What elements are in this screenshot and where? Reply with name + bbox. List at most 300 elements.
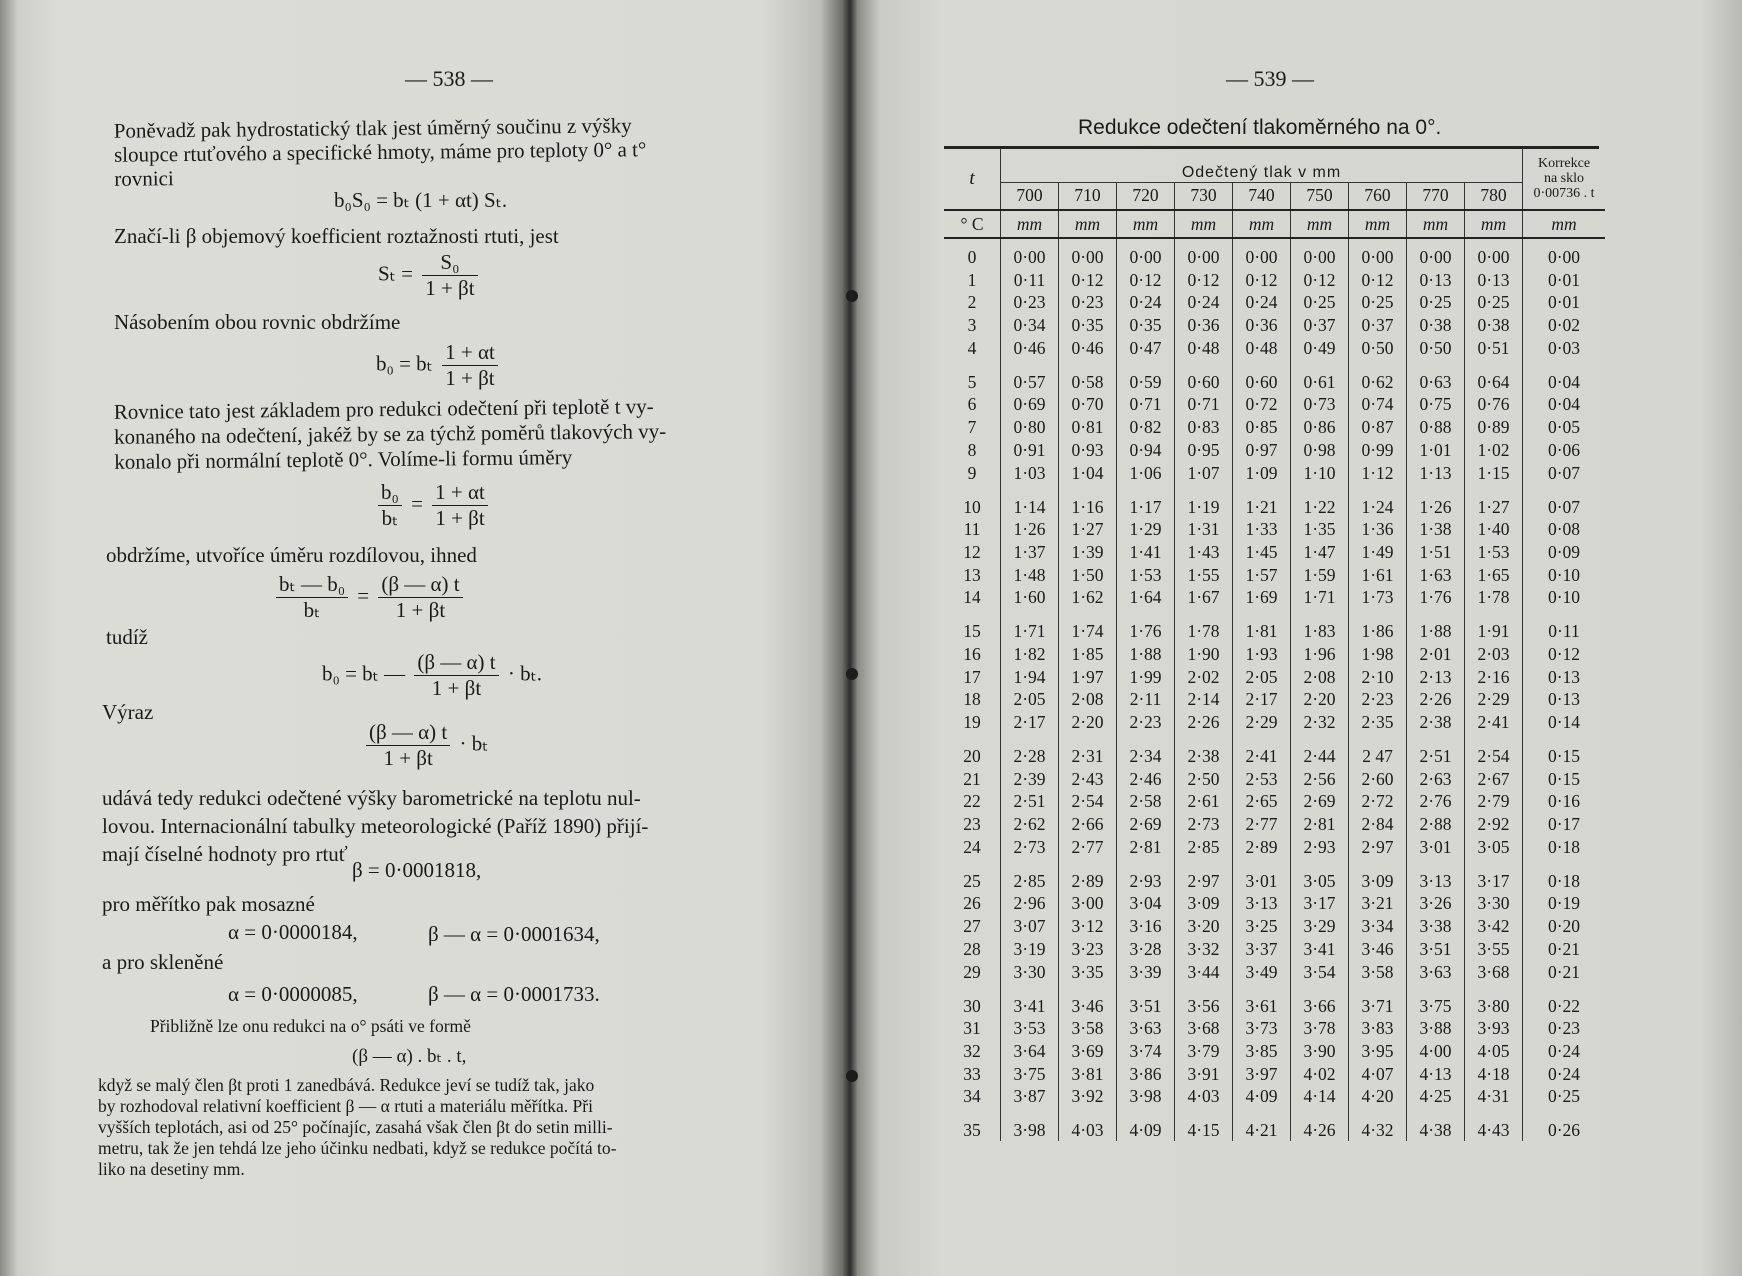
equation bbox=[362, 720, 488, 771]
value-cell: 3·86 bbox=[1117, 1062, 1175, 1085]
value-cell: 2·93 bbox=[1117, 858, 1175, 892]
value-cell: 3·13 bbox=[1407, 858, 1465, 892]
value-cell: 1·91 bbox=[1465, 608, 1523, 642]
value-cell: 4·09 bbox=[1117, 1107, 1175, 1141]
text-line: liko na desetiny mm. bbox=[98, 1159, 245, 1179]
table-row bbox=[944, 767, 1605, 790]
value-cell: 0·93 bbox=[1059, 438, 1117, 461]
value-cell: 4·02 bbox=[1291, 1062, 1349, 1085]
value-cell: 3·32 bbox=[1175, 937, 1233, 960]
unit-cell: ° C bbox=[960, 213, 984, 234]
correction-cell: 0·24 bbox=[1523, 1062, 1606, 1085]
value-cell: 3·39 bbox=[1117, 960, 1175, 983]
value-cell: 0·50 bbox=[1349, 336, 1407, 359]
value-cell: 1·76 bbox=[1117, 608, 1175, 642]
correction-cell: 0·00 bbox=[1523, 238, 1606, 268]
temperature-cell: 11 bbox=[963, 519, 981, 540]
unit-cell: mm bbox=[1465, 210, 1523, 238]
value-cell: 1·17 bbox=[1117, 484, 1175, 518]
value-cell: 1·62 bbox=[1059, 586, 1117, 609]
value-cell: 4·09 bbox=[1233, 1085, 1291, 1108]
paragraph: obdržíme, utvoříce úměru rozdílovou, ihned bbox=[106, 543, 477, 567]
value-cell: 1·97 bbox=[1059, 665, 1117, 688]
value-cell: 3·42 bbox=[1465, 914, 1523, 937]
pressure-header-750: 750 bbox=[1291, 182, 1349, 210]
value-cell: 3·79 bbox=[1175, 1039, 1233, 1062]
table-row bbox=[944, 983, 1605, 1017]
value-cell: 3·00 bbox=[1059, 892, 1117, 915]
value-cell: 2·69 bbox=[1291, 790, 1349, 813]
value-cell: 3·63 bbox=[1407, 960, 1465, 983]
paragraph: Přibližně lze onu redukci na o° psáti ve formě bbox=[150, 1016, 471, 1036]
value-cell: 1·43 bbox=[1175, 540, 1233, 563]
fraction-denominator: 1 + βt bbox=[435, 506, 485, 530]
value-cell: 0·38 bbox=[1465, 313, 1523, 336]
t-column-header: t bbox=[969, 167, 975, 189]
table-title: Redukce odečtení tlakoměrného na 0°. bbox=[1078, 116, 1442, 139]
correction-cell: 0·01 bbox=[1523, 291, 1606, 314]
value-cell: 0·74 bbox=[1349, 393, 1407, 416]
table-row bbox=[944, 937, 1605, 960]
value-cell: 2·23 bbox=[1349, 688, 1407, 711]
correction-cell: 0·21 bbox=[1523, 937, 1606, 960]
table-row bbox=[944, 642, 1605, 665]
value-cell: 0·71 bbox=[1175, 393, 1233, 416]
value-cell: 2·76 bbox=[1407, 790, 1465, 813]
fraction-numerator: 1 + αt bbox=[432, 480, 488, 506]
fraction-numerator: (β — α) t bbox=[414, 650, 498, 676]
equation: β — α = 0·0001634, bbox=[428, 922, 600, 946]
value-cell: 3·21 bbox=[1349, 892, 1407, 915]
correction-cell: 0·02 bbox=[1523, 313, 1606, 336]
paragraph bbox=[98, 1075, 616, 1180]
equation: b₀S₀ = bₜ (1 + αt) Sₜ. bbox=[334, 188, 508, 212]
pressure-header-730: 730 bbox=[1175, 182, 1233, 210]
value-cell: 2·89 bbox=[1059, 858, 1117, 892]
value-cell: 1·09 bbox=[1233, 461, 1291, 484]
value-cell: 2·41 bbox=[1233, 733, 1291, 767]
correction-cell: 0·24 bbox=[1523, 1039, 1606, 1062]
value-cell: 2·17 bbox=[1233, 688, 1291, 711]
value-cell: 3·30 bbox=[1001, 960, 1059, 983]
value-cell: 0·63 bbox=[1407, 359, 1465, 393]
value-cell: 3·75 bbox=[1001, 1062, 1059, 1085]
paragraph bbox=[102, 784, 648, 868]
value-cell: 1·60 bbox=[1001, 586, 1059, 609]
value-cell: 4·25 bbox=[1407, 1085, 1465, 1108]
temperature-cell: 19 bbox=[963, 712, 981, 732]
correction-cell: 0·15 bbox=[1523, 767, 1606, 790]
equation: β — α = 0·0001733. bbox=[428, 982, 600, 1006]
value-cell: 0·00 bbox=[1059, 238, 1117, 268]
equation-rhs: · bₜ. bbox=[507, 661, 543, 686]
value-cell: 2·60 bbox=[1349, 767, 1407, 790]
value-cell: 1·06 bbox=[1117, 461, 1175, 484]
fraction-numerator: 1 + αt bbox=[442, 340, 498, 366]
value-cell: 2·41 bbox=[1465, 710, 1523, 733]
value-cell: 2·50 bbox=[1175, 767, 1233, 790]
value-cell: 2·67 bbox=[1465, 767, 1523, 790]
value-cell: 2·93 bbox=[1291, 835, 1349, 858]
value-cell: 1·65 bbox=[1465, 563, 1523, 586]
value-cell: 2·81 bbox=[1291, 812, 1349, 835]
unit-cell: mm bbox=[1175, 210, 1233, 238]
value-cell: 1·83 bbox=[1291, 608, 1349, 642]
value-cell: 3·49 bbox=[1233, 960, 1291, 983]
equation: (β — α) . bₜ . t, bbox=[352, 1046, 467, 1067]
value-cell: 3·53 bbox=[1001, 1017, 1059, 1040]
value-cell: 3·44 bbox=[1175, 960, 1233, 983]
value-cell: 0·46 bbox=[1059, 336, 1117, 359]
table-row bbox=[944, 1017, 1605, 1040]
value-cell: 3·98 bbox=[1001, 1107, 1059, 1141]
table-row bbox=[944, 608, 1605, 642]
correction-cell: 0·22 bbox=[1523, 983, 1606, 1017]
value-cell: 1·71 bbox=[1001, 608, 1059, 642]
value-cell: 3·91 bbox=[1175, 1062, 1233, 1085]
fraction-denominator: 1 + βt bbox=[395, 598, 446, 622]
unit-cell: mm bbox=[1291, 210, 1349, 238]
value-cell: 3·75 bbox=[1407, 983, 1465, 1017]
value-cell: 0·50 bbox=[1407, 336, 1465, 359]
unit-cell: mm bbox=[1407, 210, 1465, 238]
fraction-numerator: (β — α) t bbox=[366, 720, 450, 746]
value-cell: 0·87 bbox=[1349, 415, 1407, 438]
value-cell: 3·09 bbox=[1175, 892, 1233, 915]
value-cell: 1·16 bbox=[1059, 484, 1117, 518]
value-cell: 2·51 bbox=[1001, 790, 1059, 813]
value-cell: 2·29 bbox=[1465, 688, 1523, 711]
value-cell: 3·26 bbox=[1407, 892, 1465, 915]
value-cell: 2·73 bbox=[1175, 812, 1233, 835]
temperature-cell: 25 bbox=[963, 870, 981, 891]
value-cell: 3·85 bbox=[1233, 1039, 1291, 1062]
table-row bbox=[944, 313, 1605, 336]
temperature-cell: 13 bbox=[963, 564, 981, 585]
equation: $\frac{\text{bₜ — b₀}}{\text{bₜ}}$ = $\frac{(\beta — \alpha) t}{1 + \beta t}$ bbox=[272, 572, 467, 623]
correction-cell: 0·20 bbox=[1523, 914, 1606, 937]
text-line: Rovnice tato jest základem pro redukci odečtení při teplotě t vy- bbox=[113, 394, 654, 424]
value-cell: 0·24 bbox=[1175, 291, 1233, 314]
table-row bbox=[944, 336, 1605, 359]
value-cell: 0·12 bbox=[1117, 268, 1175, 291]
temperature-cell: 33 bbox=[963, 1063, 981, 1084]
correction-cell: 0·01 bbox=[1523, 268, 1606, 291]
value-cell: 1·37 bbox=[1001, 540, 1059, 563]
table-row bbox=[944, 484, 1605, 518]
value-cell: 3·09 bbox=[1349, 858, 1407, 892]
pressure-group-header bbox=[1001, 148, 1523, 182]
value-cell: 1·41 bbox=[1117, 540, 1175, 563]
value-cell: 0·37 bbox=[1349, 313, 1407, 336]
temperature-cell: 1 bbox=[967, 269, 977, 290]
value-cell: 0·24 bbox=[1233, 291, 1291, 314]
value-cell: 2·79 bbox=[1465, 790, 1523, 813]
value-cell: 0·37 bbox=[1291, 313, 1349, 336]
value-cell: 1·36 bbox=[1349, 518, 1407, 541]
value-cell: 0·00 bbox=[1291, 238, 1349, 268]
table-row bbox=[944, 960, 1605, 983]
temperature-cell: 34 bbox=[963, 1086, 981, 1107]
value-cell: 3·87 bbox=[1001, 1085, 1059, 1108]
value-cell: 1·22 bbox=[1291, 484, 1349, 518]
value-cell: 2·89 bbox=[1233, 835, 1291, 858]
value-cell: 2·97 bbox=[1175, 858, 1233, 892]
correction-cell: 0·05 bbox=[1523, 415, 1606, 438]
group-header-text: Odečtený tlak v mm bbox=[1181, 163, 1342, 181]
temperature-cell: 32 bbox=[963, 1040, 981, 1061]
value-cell: 0·36 bbox=[1233, 313, 1291, 336]
temperature-cell: 9 bbox=[967, 462, 977, 483]
value-cell: 3·12 bbox=[1059, 914, 1117, 937]
fraction-denominator: 1 + βt bbox=[431, 676, 482, 700]
table-row bbox=[944, 415, 1605, 438]
text-line: udává tedy redukci odečtené výšky barometrické na teplotu nul- bbox=[102, 786, 641, 810]
value-cell: 2·54 bbox=[1059, 790, 1117, 813]
value-cell: 2·32 bbox=[1291, 710, 1349, 733]
correction-cell: 0·10 bbox=[1523, 563, 1606, 586]
reduction-table bbox=[944, 148, 1605, 1141]
table-row bbox=[944, 892, 1605, 915]
value-cell: 3·54 bbox=[1291, 960, 1349, 983]
value-cell: 0·48 bbox=[1175, 336, 1233, 359]
correction-cell: 0·04 bbox=[1523, 359, 1606, 393]
value-cell: 0·60 bbox=[1233, 359, 1291, 393]
value-cell: 0·61 bbox=[1291, 359, 1349, 393]
page-number: — 539 — bbox=[1226, 66, 1314, 91]
value-cell: 2·54 bbox=[1465, 733, 1523, 767]
value-cell: 2·61 bbox=[1175, 790, 1233, 813]
temperature-cell: 8 bbox=[967, 439, 977, 460]
value-cell: 0·71 bbox=[1117, 393, 1175, 416]
value-cell: 3·88 bbox=[1407, 1017, 1465, 1040]
value-cell: 0·82 bbox=[1117, 415, 1175, 438]
equation: α = 0·0000085, bbox=[228, 982, 358, 1006]
table-row bbox=[944, 393, 1605, 416]
text-line: konaného na odečtení, jakéž by se za týchž poměrů tlakových vy- bbox=[113, 419, 667, 449]
value-cell: 2·20 bbox=[1059, 710, 1117, 733]
value-cell: 3·05 bbox=[1465, 835, 1523, 858]
temperature-cell: 4 bbox=[967, 337, 977, 358]
paragraph: pro měřítko pak mosazné bbox=[102, 892, 315, 916]
value-cell: 4·43 bbox=[1465, 1107, 1523, 1141]
value-cell: 0·99 bbox=[1349, 438, 1407, 461]
value-cell: 1·73 bbox=[1349, 586, 1407, 609]
text-line: sloupce rtuťového a specifické hmoty, máme pro teploty 0° a t° bbox=[113, 137, 647, 167]
correction-cell: 0·14 bbox=[1523, 710, 1606, 733]
value-cell: 0·00 bbox=[1233, 238, 1291, 268]
value-cell: 4·03 bbox=[1175, 1085, 1233, 1108]
equation-lhs: b₀ = bₜ — bbox=[322, 661, 406, 686]
table-row bbox=[944, 710, 1605, 733]
fraction-numerator: b₀ bbox=[378, 480, 402, 506]
value-cell: 1·03 bbox=[1001, 461, 1059, 484]
value-cell: 3·16 bbox=[1117, 914, 1175, 937]
value-cell: 2·66 bbox=[1059, 812, 1117, 835]
paragraph: Značí-li β objemový koefficient roztažnosti rtuti, jest bbox=[114, 224, 559, 248]
value-cell: 1·13 bbox=[1407, 461, 1465, 484]
value-cell: 1·45 bbox=[1233, 540, 1291, 563]
value-cell: 1·96 bbox=[1291, 642, 1349, 665]
value-cell: 4·21 bbox=[1233, 1107, 1291, 1141]
table-row bbox=[944, 1062, 1605, 1085]
value-cell: 1·93 bbox=[1233, 642, 1291, 665]
correction-cell: 0·12 bbox=[1523, 642, 1606, 665]
value-cell: 1·55 bbox=[1175, 563, 1233, 586]
value-cell: 1·24 bbox=[1349, 484, 1407, 518]
value-cell: 2·62 bbox=[1001, 812, 1059, 835]
value-cell: 2·26 bbox=[1407, 688, 1465, 711]
value-cell: 3·41 bbox=[1291, 937, 1349, 960]
value-cell: 3·17 bbox=[1465, 858, 1523, 892]
value-cell: 1·53 bbox=[1465, 540, 1523, 563]
value-cell: 3·81 bbox=[1059, 1062, 1117, 1085]
value-cell: 3·97 bbox=[1233, 1062, 1291, 1085]
value-cell: 2·65 bbox=[1233, 790, 1291, 813]
value-cell: 0·24 bbox=[1117, 291, 1175, 314]
value-cell: 2·29 bbox=[1233, 710, 1291, 733]
correction-cell: 0·13 bbox=[1523, 665, 1606, 688]
table-row bbox=[944, 359, 1605, 393]
value-cell: 0·69 bbox=[1001, 393, 1059, 416]
unit-cell: mm bbox=[1349, 210, 1407, 238]
value-cell: 1·67 bbox=[1175, 586, 1233, 609]
value-cell: 0·12 bbox=[1233, 268, 1291, 291]
fraction-numerator: (β — α) t bbox=[378, 572, 462, 598]
correction-cell: 0·21 bbox=[1523, 960, 1606, 983]
value-cell: 3·17 bbox=[1291, 892, 1349, 915]
corr-header-line: 0·00736 . t bbox=[1533, 186, 1595, 201]
value-cell: 0·46 bbox=[1001, 336, 1059, 359]
value-cell: 2·31 bbox=[1059, 733, 1117, 767]
binding-hole bbox=[846, 1070, 858, 1082]
text-line: když se malý člen βt proti 1 zanedbává. Redukce jeví se tudíž tak, jako bbox=[98, 1075, 595, 1095]
value-cell: 0·13 bbox=[1465, 268, 1523, 291]
table-row bbox=[944, 586, 1605, 609]
table-row bbox=[944, 268, 1605, 291]
fraction-denominator: bₜ bbox=[381, 506, 399, 530]
value-cell: 3·46 bbox=[1059, 983, 1117, 1017]
pressure-header-710: 710 bbox=[1059, 182, 1117, 210]
value-cell: 0·35 bbox=[1117, 313, 1175, 336]
value-cell: 2·58 bbox=[1117, 790, 1175, 813]
value-cell: 0·95 bbox=[1175, 438, 1233, 461]
value-cell: 1·78 bbox=[1465, 586, 1523, 609]
table-row bbox=[944, 518, 1605, 541]
value-cell: 4·13 bbox=[1407, 1062, 1465, 1085]
value-cell: 2·02 bbox=[1175, 665, 1233, 688]
table-row bbox=[944, 914, 1605, 937]
temperature-cell: 26 bbox=[963, 893, 981, 914]
table-row bbox=[944, 438, 1605, 461]
value-cell: 2·08 bbox=[1059, 688, 1117, 711]
value-cell: 1·38 bbox=[1407, 518, 1465, 541]
paragraph bbox=[114, 394, 667, 475]
value-cell: 0·72 bbox=[1233, 393, 1291, 416]
value-cell: 3·29 bbox=[1291, 914, 1349, 937]
value-cell: 1·12 bbox=[1349, 461, 1407, 484]
value-cell: 0·51 bbox=[1465, 336, 1523, 359]
value-cell: 2·77 bbox=[1059, 835, 1117, 858]
value-cell: 3·19 bbox=[1001, 937, 1059, 960]
value-cell: 1·27 bbox=[1465, 484, 1523, 518]
correction-cell: 0·26 bbox=[1523, 1107, 1606, 1141]
value-cell: 3·98 bbox=[1117, 1085, 1175, 1108]
value-cell: 4·38 bbox=[1407, 1107, 1465, 1141]
value-cell: 4·31 bbox=[1465, 1085, 1523, 1108]
value-cell: 2·35 bbox=[1349, 710, 1407, 733]
value-cell: 0·58 bbox=[1059, 359, 1117, 393]
text-line: mají číselné hodnoty pro rtuť bbox=[102, 842, 348, 866]
value-cell: 3·78 bbox=[1291, 1017, 1349, 1040]
value-cell: 0·25 bbox=[1407, 291, 1465, 314]
value-cell: 3·34 bbox=[1349, 914, 1407, 937]
value-cell: 1·19 bbox=[1175, 484, 1233, 518]
table-row bbox=[944, 1085, 1605, 1108]
value-cell: 1·31 bbox=[1175, 518, 1233, 541]
value-cell: 1·59 bbox=[1291, 563, 1349, 586]
value-cell: 0·12 bbox=[1349, 268, 1407, 291]
equation: $\frac{\text{b₀}}{\text{bₜ}}$ = $\frac{1 + \alpha t}{1 + \beta t}$ bbox=[374, 480, 492, 531]
text-line: metru, tak že jen tehdá lze jeho účinku nedbati, když se redukce počítá to- bbox=[98, 1138, 617, 1158]
temperature-cell: 0 bbox=[967, 247, 977, 267]
value-cell: 0·00 bbox=[1465, 238, 1523, 268]
value-cell: 2·01 bbox=[1407, 642, 1465, 665]
corr-header-line: Korrekce bbox=[1537, 156, 1591, 171]
value-cell: 1·26 bbox=[1001, 518, 1059, 541]
pressure-header-720: 720 bbox=[1117, 182, 1175, 210]
value-cell: 3·93 bbox=[1465, 1017, 1523, 1040]
table-row bbox=[944, 1039, 1605, 1062]
value-cell: 3·35 bbox=[1059, 960, 1117, 983]
value-cell: 1·01 bbox=[1407, 438, 1465, 461]
value-cell: 4·15 bbox=[1175, 1107, 1233, 1141]
value-cell: 4·07 bbox=[1349, 1062, 1407, 1085]
text-line: by rozhodoval relativní koefficient β — α rtuti a materiálu měřítka. Při bbox=[98, 1096, 593, 1116]
temperature-cell: 28 bbox=[963, 938, 981, 959]
unit-cell: mm bbox=[1059, 210, 1117, 238]
value-cell: 3·51 bbox=[1117, 983, 1175, 1017]
text-line: Poněvadž pak hydrostatický tlak jest úměrný součinu z výšky bbox=[113, 113, 632, 143]
table-row bbox=[944, 733, 1605, 767]
value-cell: 0·12 bbox=[1291, 268, 1349, 291]
text-line: vyšších teplotách, asi od 25° počínajíc, zasahá však člen βt do setin milli- bbox=[98, 1117, 613, 1137]
page-number: — 538 — bbox=[405, 66, 493, 91]
unit-cell: mm bbox=[1523, 210, 1606, 238]
value-cell: 0·97 bbox=[1233, 438, 1291, 461]
value-cell: 2·63 bbox=[1407, 767, 1465, 790]
correction-cell: 0·10 bbox=[1523, 586, 1606, 609]
value-cell: 2·72 bbox=[1349, 790, 1407, 813]
fraction-numerator: bₜ — b₀ bbox=[276, 572, 348, 598]
correction-cell: 0·16 bbox=[1523, 790, 1606, 813]
value-cell: 3·05 bbox=[1291, 858, 1349, 892]
binding-hole bbox=[846, 668, 858, 680]
correction-cell: 0·18 bbox=[1523, 835, 1606, 858]
value-cell: 2·14 bbox=[1175, 688, 1233, 711]
value-cell: 1·61 bbox=[1349, 563, 1407, 586]
value-cell: 4·20 bbox=[1349, 1085, 1407, 1108]
table-row bbox=[944, 291, 1605, 314]
value-cell: 1·49 bbox=[1349, 540, 1407, 563]
value-cell: 4·18 bbox=[1465, 1062, 1523, 1085]
value-cell: 3·46 bbox=[1349, 937, 1407, 960]
value-cell: 2·39 bbox=[1001, 767, 1059, 790]
value-cell: 1·53 bbox=[1117, 563, 1175, 586]
value-cell: 1·04 bbox=[1059, 461, 1117, 484]
value-cell: 0·86 bbox=[1291, 415, 1349, 438]
value-cell: 1·57 bbox=[1233, 563, 1291, 586]
